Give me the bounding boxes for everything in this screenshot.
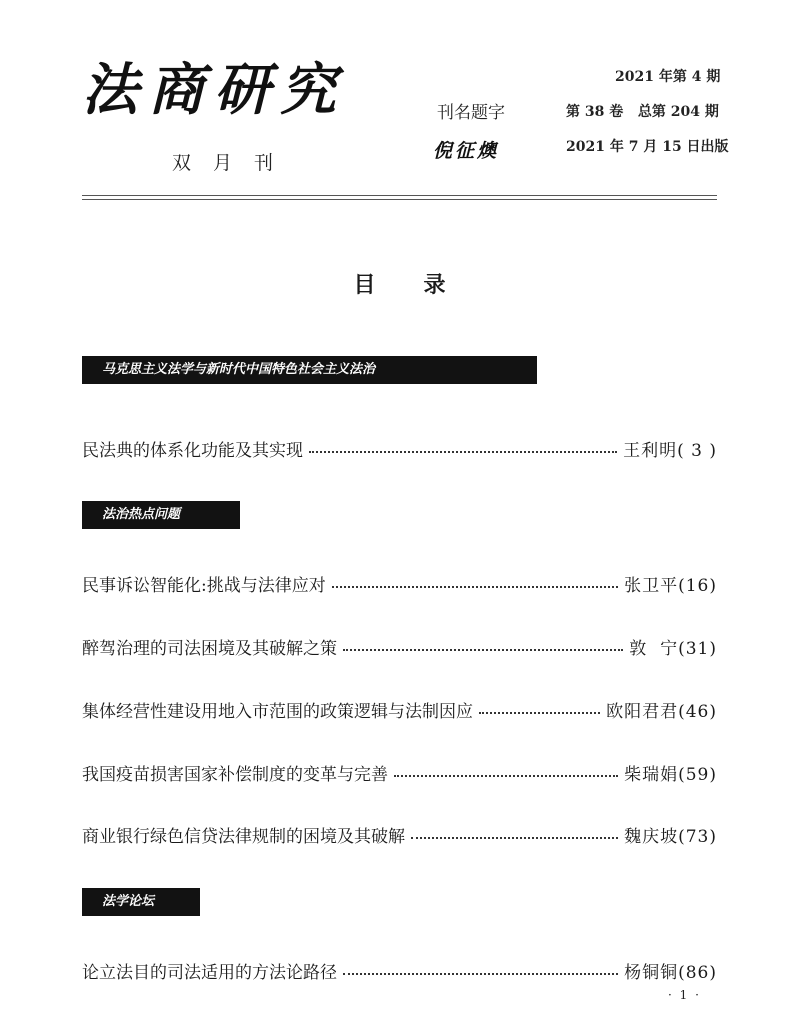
toc-entry[interactable] xyxy=(82,696,717,722)
header-rule-top xyxy=(82,195,717,196)
publication-date: 2021 年 7 月 15 日出版 xyxy=(566,139,729,155)
journal-title: 法商研究 xyxy=(82,57,346,123)
entry-author-page: 欧阳君君(46) xyxy=(606,701,717,722)
dot-leader xyxy=(394,775,618,777)
issue-number: 2021 年第 4 期 xyxy=(615,69,721,85)
header-rule-bottom xyxy=(82,199,717,200)
dot-leader xyxy=(343,973,618,975)
entry-title: 醉驾治理的司法困境及其破解之策 xyxy=(82,638,337,659)
dot-leader xyxy=(479,712,600,714)
toc-entry[interactable] xyxy=(82,821,717,847)
entry-title: 集体经营性建设用地入市范围的政策逻辑与法制因应 xyxy=(82,701,473,722)
toc-entry[interactable] xyxy=(82,759,717,785)
calligrapher-signature: 倪征燠 xyxy=(433,140,500,162)
entry-title: 商业银行绿色信贷法律规制的困境及其破解 xyxy=(82,826,405,847)
dot-leader xyxy=(411,837,618,839)
dot-leader xyxy=(309,451,617,453)
toc-entry[interactable] xyxy=(82,435,717,461)
section-header: 法学论坛 xyxy=(82,888,200,916)
toc-entry[interactable] xyxy=(82,570,717,596)
dot-leader xyxy=(343,649,623,651)
entry-title: 我国疫苗损害国家补偿制度的变革与完善 xyxy=(82,764,388,785)
entry-title: 民事诉讼智能化:挑战与法律应对 xyxy=(82,575,326,596)
entry-author-page: 敦 宁(31) xyxy=(629,638,717,659)
calligraphy-label: 刊名题字 xyxy=(437,103,505,123)
toc-entry[interactable] xyxy=(82,957,717,983)
entry-title: 论立法目的司法适用的方法论路径 xyxy=(82,962,337,983)
entry-author-page: 魏庆坡(73) xyxy=(624,826,717,847)
entry-author-page: 王利明( 3 ) xyxy=(623,440,717,461)
page-number: · 1 · xyxy=(668,988,701,1002)
section-header: 马克思主义法学与新时代中国特色社会主义法治 xyxy=(82,356,537,384)
volume-number: 第 38 卷 总第 204 期 xyxy=(566,104,719,120)
toc-entry[interactable] xyxy=(82,633,717,659)
entry-author-page: 张卫平(16) xyxy=(624,575,717,596)
section-header: 法治热点问题 xyxy=(82,501,240,529)
entry-title: 民法典的体系化功能及其实现 xyxy=(82,440,303,461)
entry-author-page: 柴瑞娟(59) xyxy=(624,764,717,785)
dot-leader xyxy=(332,586,618,588)
journal-subtitle: 双月刊 xyxy=(172,152,296,174)
entry-author-page: 杨铜铜(86) xyxy=(624,962,717,983)
toc-heading: 目录 xyxy=(353,272,494,298)
